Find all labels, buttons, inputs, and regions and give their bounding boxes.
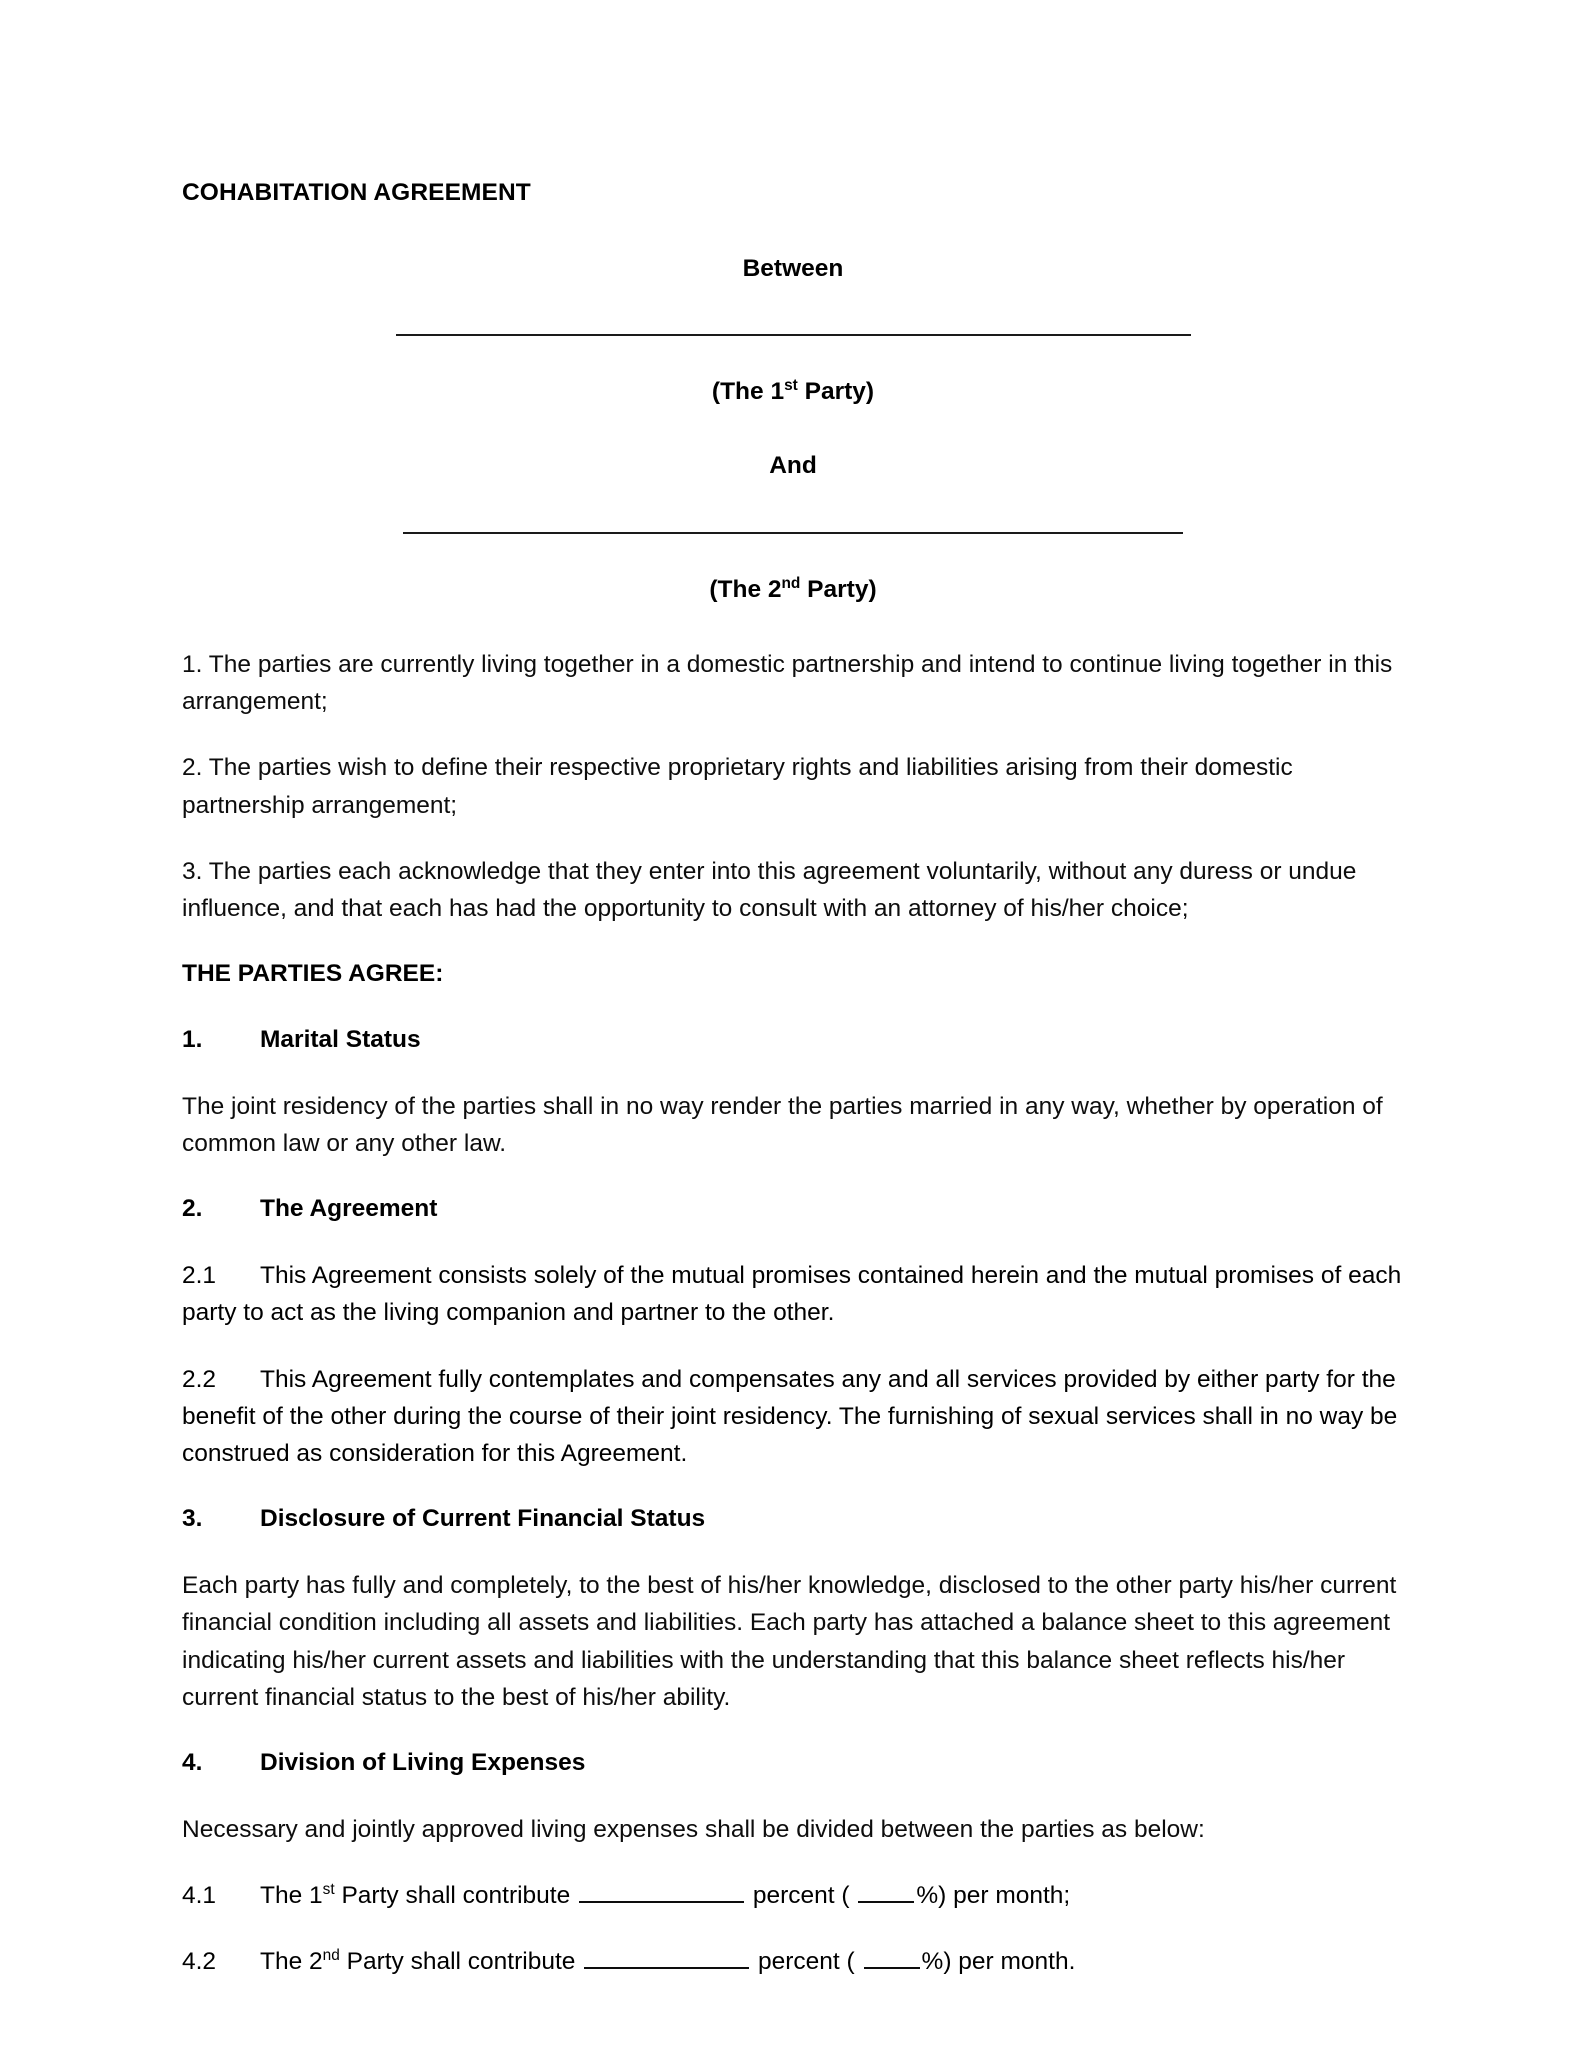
section-4-1-percent-number-blank[interactable] [858,1878,914,1903]
recital-3: 3. The parties each acknowledge that they enter into this agreement voluntarily, without any duress or undue influence, and that each has had the opportunity to consult with an attorney of his/her choice; [182,857,1357,923]
recital-1: 1. The parties are currently living together in a domestic partnership and intend to continue living together in this arrangement; [182,651,1393,716]
party-2-label-suffix: Party) [800,576,877,604]
section-2-heading [182,1191,1404,1228]
section-4-body: Necessary and jointly approved living expenses shall be divided between the parties as below: [182,1815,1205,1843]
section-4-2-text-end: %) per month. [921,1948,1076,1976]
section-2-1 [182,1257,1404,1331]
section-4-heading [182,1745,1404,1782]
section-4-2-number: 4.2 [182,1948,217,1976]
section-1-title: Marital Status [260,1026,421,1054]
section-2-2-number: 2.2 [182,1365,217,1393]
recital-2: 2. The parties wish to define their respective proprietary rights and liabilities arising from their domestic partnership arrangement; [182,754,1293,819]
party-2-label [182,574,1404,606]
section-2-number: 2. [182,1195,203,1223]
between-label: Between [742,254,844,282]
section-4-title: Division of Living Expenses [260,1748,586,1776]
section-4-1-text-after: Party shall contribute [334,1881,578,1909]
party-1-label-ordinal: st [784,377,798,395]
section-4-2-text-after: Party shall contribute [339,1948,583,1976]
section-4-2-ordinal: nd [322,1947,340,1965]
section-3-title: Disclosure of Current Financial Status [260,1505,706,1533]
document-content [182,178,1404,2009]
section-2-title: The Agreement [260,1195,438,1223]
section-4-1 [182,1877,1404,1914]
section-4-1-text-end: %) per month; [916,1881,1071,1909]
party-1-label-suffix: Party) [797,378,875,406]
section-4-number: 4. [182,1748,203,1776]
section-1-body: The joint residency of the parties shall in no way render the parties married in any way, whether by operation of common law or any other law. [182,1092,1383,1158]
party-2-label-ordinal: nd [781,575,801,592]
section-4-1-ordinal: st [322,1880,335,1898]
section-4-2 [182,1943,1404,1980]
section-3-body: Each party has fully and completely, to the best of his/her knowledge, disclosed to the other party his/her current financial condition including all assets and liabilities. Each party has attached a balance sheet to this agreement indicating his/her current assets and liabilities with the understanding that this balance sheet reflects his/her current financial status to the best of his/her ability. [182,1572,1397,1711]
party-1-signature-line-wrap [182,334,1404,336]
section-4-1-text-mid: percent ( [746,1881,857,1909]
party-2-label-prefix: (The 2 [709,576,782,604]
section-4-2-text-mid: percent ( [751,1948,862,1976]
page-title: COHABITATION AGREEMENT [182,179,531,206]
section-4-2-percent-word-blank[interactable] [584,1944,749,1969]
party-2-signature-line-wrap [182,532,1404,534]
section-2-1-number: 2.1 [182,1262,217,1290]
party-1-label-prefix: (The 1 [711,378,785,406]
section-1-number: 1. [182,1026,203,1054]
section-2-1-text: This Agreement consists solely of the mutual promises contained herein and the mutual promises of each party to act as the living companion and partner to the other. [182,1262,1402,1327]
section-3-heading [182,1501,1404,1538]
party-2-signature-line[interactable] [403,532,1183,534]
section-4-2-percent-number-blank[interactable] [864,1944,920,1969]
section-2-2 [182,1361,1404,1473]
section-4-2-text-before: The 2 [260,1948,323,1976]
section-2-2-text: This Agreement fully contemplates and compensates any and all services provided by either party for the benefit of the other during the course of their joint residency. The furnishing of sexual services shall in no way be construed as consideration for this Agreement. [182,1365,1398,1468]
section-4-1-text-before: The 1 [260,1881,323,1909]
party-1-signature-line[interactable] [396,334,1191,336]
party-1-label [182,376,1404,408]
section-1-heading [182,1022,1404,1059]
section-4-1-percent-word-blank[interactable] [579,1878,744,1903]
parties-agree-heading: THE PARTIES AGREE: [182,960,444,988]
and-label: And [769,452,817,480]
section-3-number: 3. [182,1505,203,1533]
section-4-1-number: 4.1 [182,1881,217,1909]
